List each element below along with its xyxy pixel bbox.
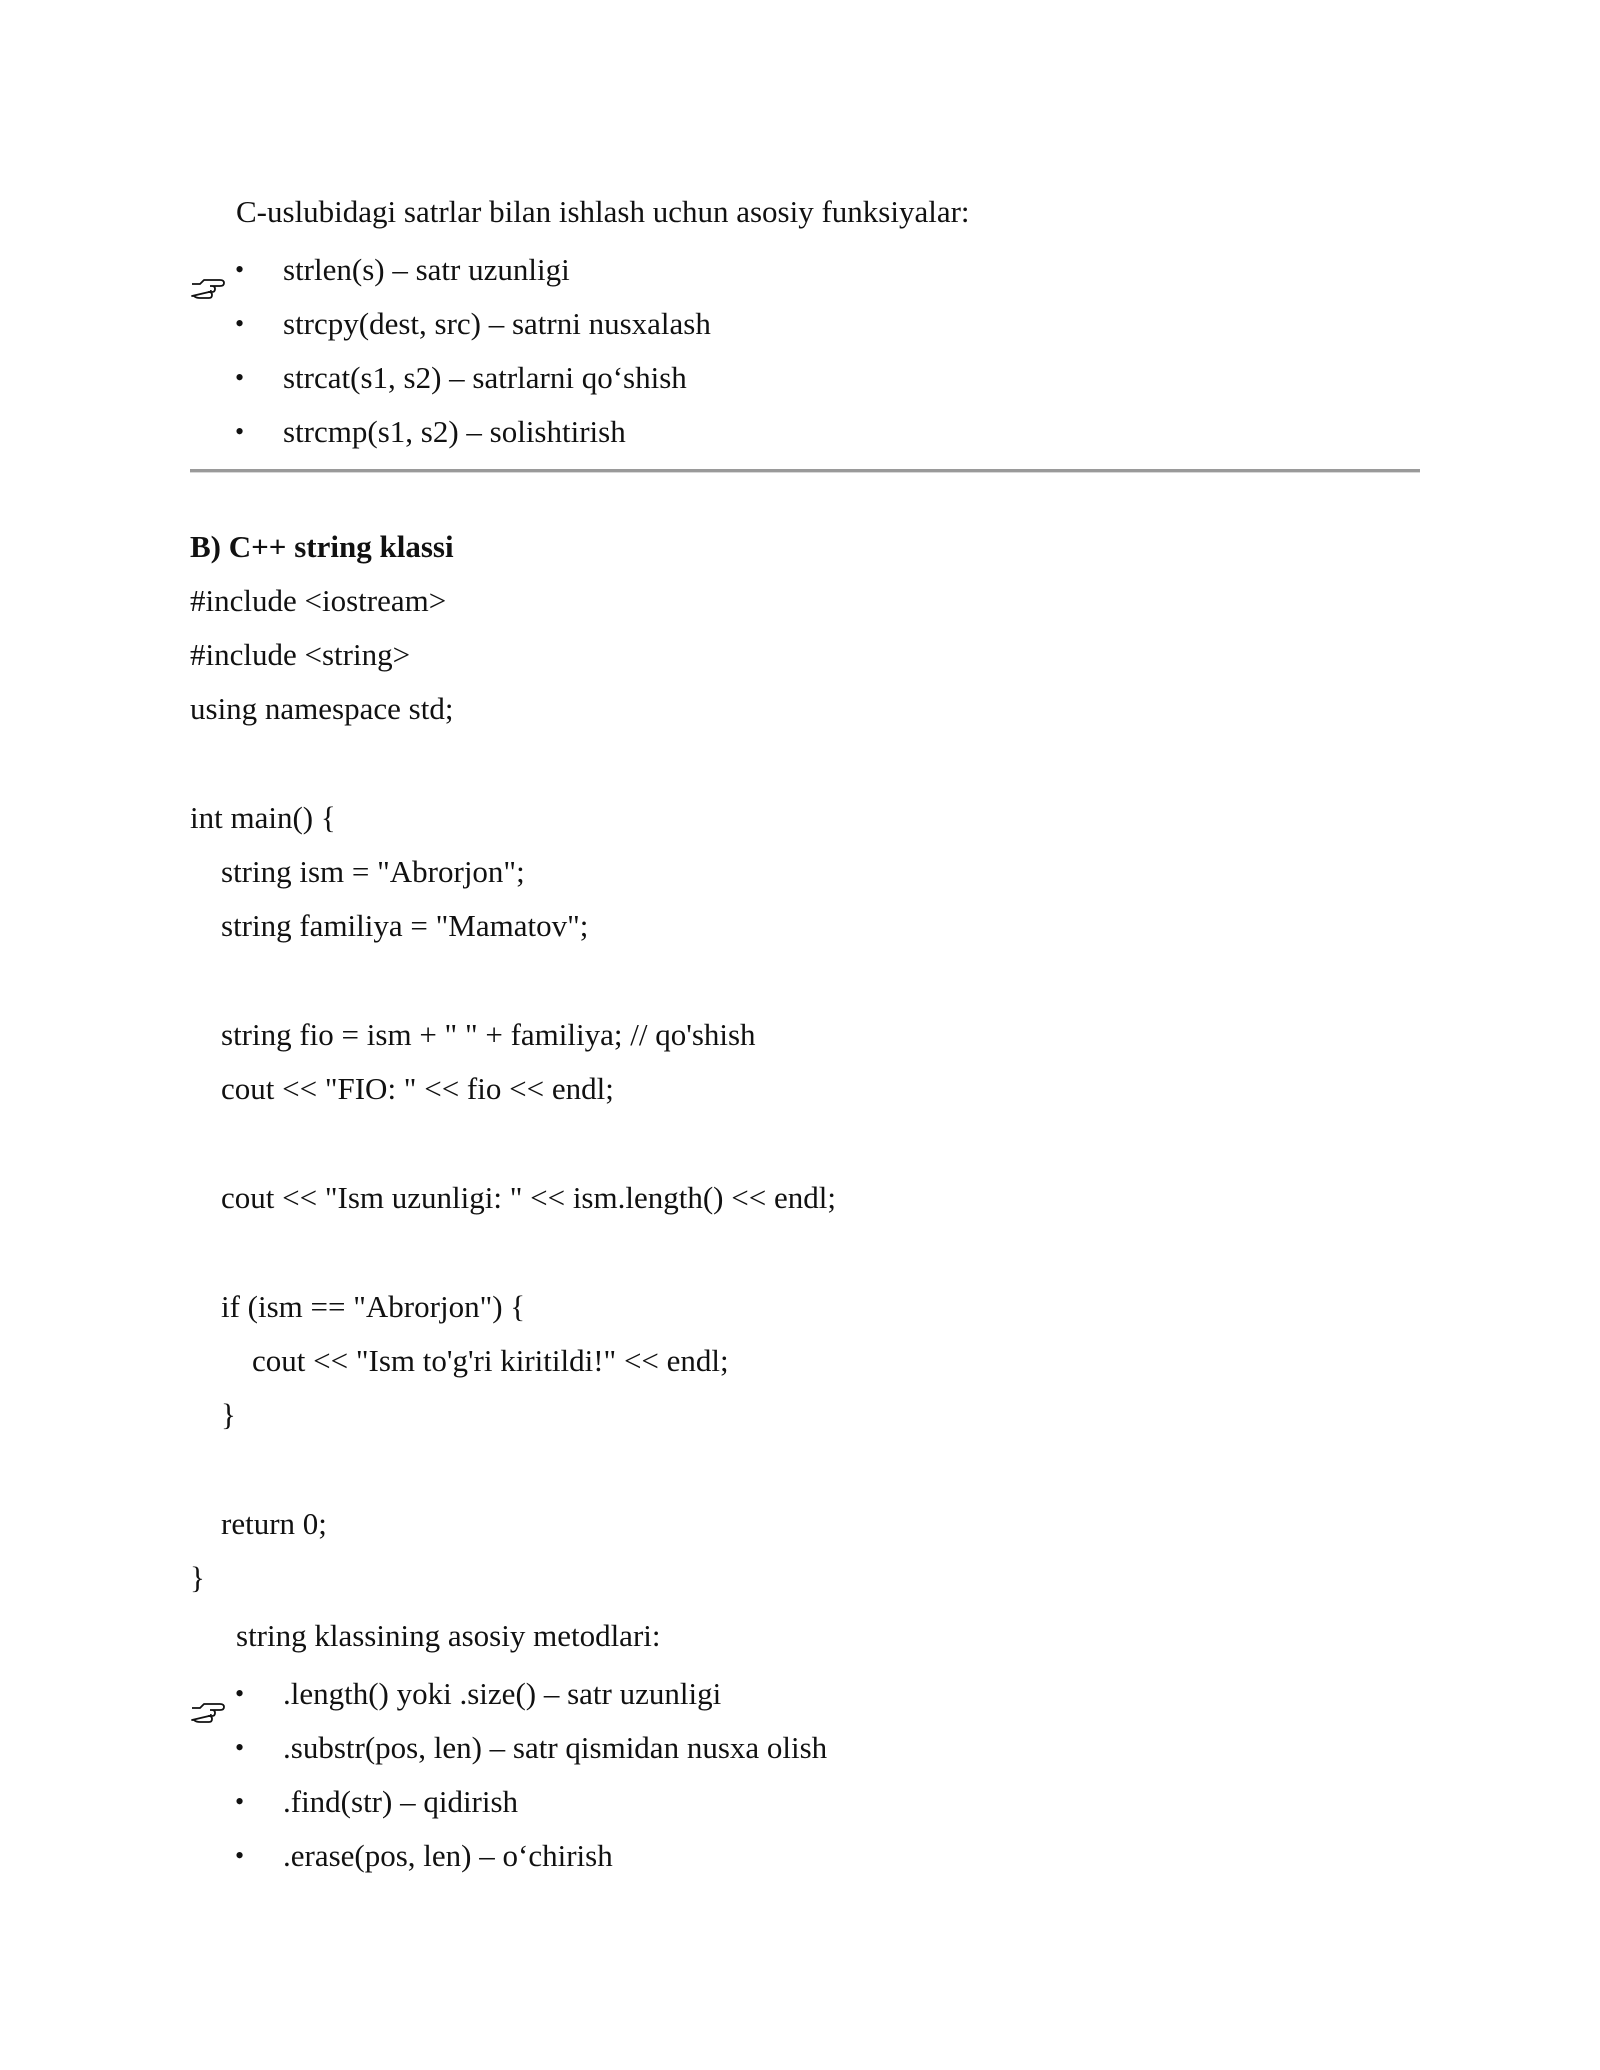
method-substr: .substr(pos, len) – satr qismidan nusxa olish	[283, 1730, 828, 1765]
function-strlen: strlen(s) – satr uzunligi	[283, 252, 570, 287]
pointing-hand-icon	[190, 198, 226, 226]
list-item	[235, 1783, 518, 1821]
list-item	[235, 1729, 827, 1767]
code-line: #include <string>	[190, 637, 411, 672]
code-line: #include <iostream>	[190, 583, 447, 618]
bullet-icon: •	[235, 417, 245, 446]
code-line: int main() {	[190, 800, 336, 835]
bullet-icon: •	[235, 1787, 245, 1816]
code-line: cout << "Ism uzunligi: " << ism.length() << endl;	[221, 1180, 836, 1215]
bullet-icon: •	[235, 255, 245, 284]
bullet-icon: •	[235, 1733, 245, 1762]
code-line: cout << "FIO: " << fio << endl;	[221, 1071, 614, 1106]
code-line: return 0;	[221, 1506, 327, 1541]
pointing-hand-icon	[190, 1622, 226, 1650]
code-line: }	[221, 1397, 236, 1432]
bullet-icon: •	[235, 309, 245, 338]
code-line: string familiya = "Mamatov";	[221, 908, 589, 943]
method-find: .find(str) – qidirish	[283, 1784, 519, 1819]
method-length: .length() yoki .size() – satr uzunligi	[283, 1676, 722, 1711]
methods-intro-line	[190, 1617, 661, 1655]
list-item	[235, 305, 711, 343]
code-line: using namespace std;	[190, 691, 454, 726]
code-line: }	[190, 1560, 205, 1595]
code-line: cout << "Ism to'g'ri kiritildi!" << endl;	[252, 1343, 729, 1378]
code-line: string ism = "Abrorjon";	[221, 854, 525, 889]
functions-intro-text: C-uslubidagi satrlar bilan ishlash uchun asosiy funksiyalar:	[236, 194, 970, 229]
list-item	[235, 251, 570, 289]
list-item	[235, 359, 687, 397]
list-item	[235, 1675, 721, 1713]
code-line: string fio = ism + " " + familiya; // qo'shish	[221, 1017, 756, 1052]
bullet-icon: •	[235, 1679, 245, 1708]
horizontal-divider	[190, 469, 1420, 473]
function-strcat: strcat(s1, s2) – satrlarni qo‘shish	[283, 360, 687, 395]
function-strcpy: strcpy(dest, src) – satrni nusxalash	[283, 306, 711, 341]
method-erase: .erase(pos, len) – o‘chirish	[283, 1838, 613, 1873]
methods-intro-text: string klassining asosiy metodlari:	[236, 1618, 661, 1653]
function-strcmp: strcmp(s1, s2) – solishtirish	[283, 414, 626, 449]
bullet-icon: •	[235, 1841, 245, 1870]
section-heading: B) C++ string klassi	[190, 529, 454, 564]
code-line: if (ism == "Abrorjon") {	[221, 1289, 526, 1324]
functions-intro-line	[190, 193, 970, 231]
list-item	[235, 1837, 613, 1875]
list-item	[235, 413, 626, 451]
bullet-icon: •	[235, 363, 245, 392]
